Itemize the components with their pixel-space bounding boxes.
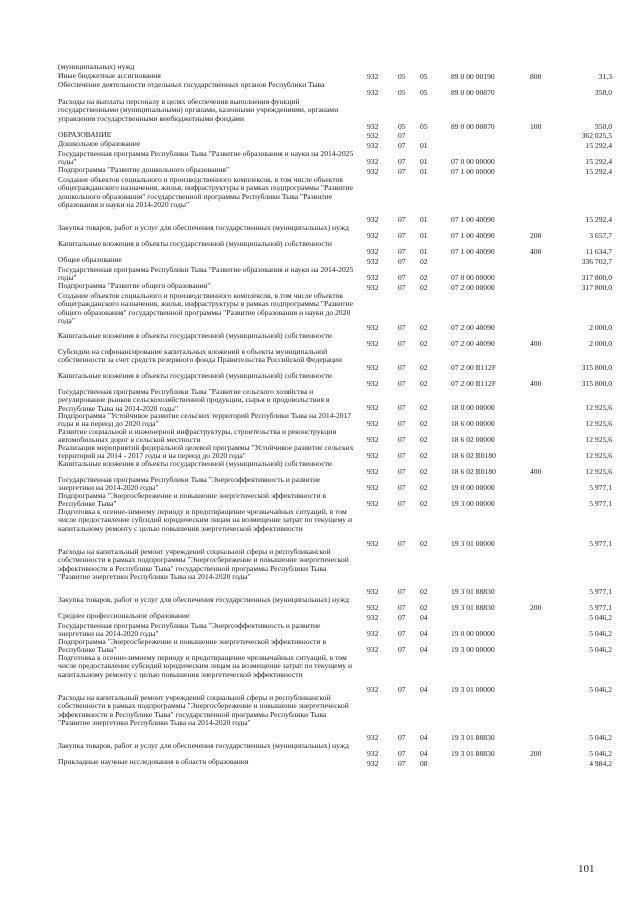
table-row [0,742,640,758]
cell-csr: 07 1 00 40090 [451,230,495,240]
cell-sum: 5 046,2 [589,732,612,742]
row-name: Расходы на выплаты персоналу в целях обеспечения выполнения функций государственными (муниципальными) органами, казенными учреждениями, органами управления государственными внебюджетными фондами [58,97,339,123]
cell-ved: 932 [367,644,379,654]
cell-pr: 02 [420,402,428,412]
cell-pr: 02 [420,434,428,444]
cell-pr: 01 [420,156,428,166]
cell-sum: 5 046,2 [589,684,612,694]
cell-ved: 932 [367,466,379,476]
cell-sum: 5 977,1 [589,602,612,612]
cell-rz: 07 [398,434,406,444]
cell-pr: 01 [420,214,428,224]
row-name: Подготовка к осенне-зимнему периоду и предотвращение чрезвычайных ситуаций, в том числе предоставление субсидий юридическим лицам на возмещение затрат по текущему и капитальному ремонту с целью повышения энергетической эффективности [58,507,353,533]
cell-rz: 07 [398,586,406,596]
cell-ved: 932 [367,87,379,97]
cell-rz: 07 [398,282,406,292]
cell-pr: 04 [420,628,428,638]
cell-csr: 19 3 01 88830 [451,602,495,612]
cell-sum: 5 977,1 [589,498,612,508]
cell-rz: 07 [398,732,406,742]
cell-pr: 02 [420,378,428,388]
cell-ved: 932 [367,402,379,412]
cell-rz: 05 [398,121,406,131]
cell-sum: 2 000,0 [589,322,612,332]
cell-csr: 19 0 00 00000 [451,482,495,492]
cell-pr: 04 [420,732,428,742]
cell-vr: 200 [530,230,542,240]
table-row [0,694,640,742]
cell-rz: 07 [398,130,406,140]
cell-rz: 05 [398,87,406,97]
row-name: Государственная программа Республики Тыва "Энергоэффективность и развитие энергетики на 2014-2020 годы" [58,621,321,639]
cell-pr: 02 [420,602,428,612]
cell-sum: 5 977,1 [589,538,612,548]
cell-vr: 400 [530,246,542,256]
table-row [0,150,640,166]
cell-csr: 18 6 00 00000 [451,418,495,428]
cell-rz: 07 [398,402,406,412]
cell-rz: 05 [398,71,406,81]
table-row [0,508,640,548]
cell-ved: 932 [367,450,379,460]
row-name: Развитие социальной и инженерной инфраструктуры, строительства и реконструкции автомобильных дорог в сельской местности [58,427,337,445]
cell-vr: 400 [530,378,542,388]
cell-sum: 315 800,0 [581,378,612,388]
cell-sum: 11 634,7 [585,246,612,256]
cell-sum: 5 046,2 [589,612,612,622]
row-name: Капитальные вложения в объекты государственной (муниципальной) собственности [58,239,332,248]
cell-sum: 12 925,6 [585,450,612,460]
cell-csr: 19 3 01 88830 [451,586,495,596]
row-name: Закупка товаров, работ и услуг для обеспечения государственных (муниципальных) нужд [58,223,349,232]
cell-pr: 02 [420,482,428,492]
cell-ved: 932 [367,538,379,548]
cell-csr: 19 3 01 00000 [451,684,495,694]
cell-ved: 932 [367,156,379,166]
row-name: Обеспечение деятельности отдельных государственных органов Республики Тыва [58,80,325,89]
row-name: Общее образование [58,255,122,264]
cell-pr: 05 [420,71,428,81]
cell-sum: 15 292,4 [585,214,612,224]
table-row [0,412,640,428]
cell-csr: 07 1 00 00000 [451,166,495,176]
cell-pr: 02 [420,498,428,508]
cell-pr: 05 [420,87,428,97]
row-name: Капитальные вложения в объекты государственной (муниципальной) собственности [58,459,332,468]
cell-csr: 89 0 00 00870 [451,121,495,131]
row-name: Государственная программа Республики Тыва "Развитие образования и науки на 2014-2025 годы" [58,149,354,167]
cell-csr: 07 1 00 40090 [451,214,495,224]
cell-vr: 400 [530,466,542,476]
table-row [0,240,640,256]
cell-rz: 07 [398,628,406,638]
row-name: Прикладные научные исследования в области образования [58,757,249,766]
cell-ved: 932 [367,230,379,240]
row-name: Среднее профессиональное образование [58,611,190,620]
row-name: Дошкольное образование [58,139,141,148]
cell-rz: 07 [398,322,406,332]
cell-pr: 02 [420,322,428,332]
table-row [0,266,640,282]
cell-rz: 07 [398,418,406,428]
row-name: Подпрограмма "Энергосбережение и повышение энергетической эффективности в Республике Тыва" [58,491,327,509]
cell-rz: 07 [398,538,406,548]
cell-csr: 18 0 00 00000 [451,402,495,412]
cell-pr: 02 [420,338,428,348]
cell-csr: 19 3 00 00000 [451,644,495,654]
cell-vr: 400 [530,338,542,348]
cell-sum: 31,3 [598,71,612,81]
cell-rz: 07 [398,482,406,492]
cell-csr: 07 0 00 00000 [451,272,495,282]
cell-pr: 01 [420,140,428,150]
cell-sum: 315 800,0 [581,362,612,372]
cell-ved: 932 [367,71,379,81]
table-row [0,332,640,348]
table-row [0,492,640,508]
cell-ved: 932 [367,378,379,388]
cell-rz: 07 [398,246,406,256]
cell-ved: 932 [367,628,379,638]
table-row [0,81,640,97]
cell-csr: 07 0 00 00000 [451,156,495,166]
cell-ved: 932 [367,121,379,131]
cell-rz: 07 [398,612,406,622]
cell-sum: 350,0 [594,87,612,97]
cell-csr: 07 2 00 00000 [451,282,495,292]
row-name: Закупка товаров, работ и услуг для обеспечения государственных (муниципальных) нужд [58,741,349,750]
cell-pr: 04 [420,684,428,694]
cell-rz: 07 [398,450,406,460]
table-row [0,476,640,492]
row-name: ОБРАЗОВАНИЕ [58,130,112,139]
cell-rz: 07 [398,166,406,176]
cell-rz: 07 [398,748,406,758]
cell-pr: 02 [420,466,428,476]
cell-rz: 07 [398,498,406,508]
cell-ved: 932 [367,282,379,292]
cell-pr: 02 [420,272,428,282]
row-name: Государственная программа Республики Тыва "Энергоэффективность и развитие энергетики на 2014-2020 годы" [58,475,321,493]
cell-ved: 932 [367,418,379,428]
cell-pr: 02 [420,362,428,372]
cell-ved: 932 [367,498,379,508]
cell-ved: 932 [367,748,379,758]
cell-sum: 3 657,7 [589,230,612,240]
cell-pr: 01 [420,246,428,256]
cell-csr: 18 6 02 00000 [451,434,495,444]
cell-csr: 07 1 00 40090 [451,246,495,256]
cell-sum: 12 925,6 [585,434,612,444]
cell-pr: 05 [420,121,428,131]
cell-sum: 12 925,6 [585,418,612,428]
table-row [0,388,640,412]
cell-pr: 02 [420,418,428,428]
table-row [0,176,640,224]
cell-csr: 89 0 00 00190 [451,71,495,81]
cell-ved: 932 [367,482,379,492]
cell-ved: 932 [367,272,379,282]
cell-vr: 100 [530,121,542,131]
row-name: Расходы на капитальный ремонт учреждений социальной сферы и республиканской собственности в рамках подпрограммы "Энергосбережение и повышение энергетической эффективности в Республике Тыва" государственной программы Республики Тыва "Развитие энергетики Республики Тыва на 2014-2020 годы" [58,693,349,728]
cell-ved: 932 [367,434,379,444]
table-row [0,622,640,638]
cell-rz: 07 [398,684,406,694]
cell-rz: 07 [398,214,406,224]
cell-rz: 07 [398,272,406,282]
table-row [0,596,640,612]
cell-sum: 15 292,4 [585,166,612,176]
row-name: (муниципальных) нужд [58,62,135,71]
table-row [0,372,640,388]
cell-csr: 07 2 00 R112F [451,378,497,388]
cell-rz: 07 [398,156,406,166]
cell-sum: 4 984,2 [589,758,612,768]
page-number: 101 [578,863,595,875]
cell-sum: 317 800,0 [581,272,612,282]
cell-rz: 07 [398,378,406,388]
cell-ved: 932 [367,586,379,596]
row-name: Создание объектов социального и производственного комплексов, в том числе объектов общегражданского назначения, жилья, инфраструктуры в рамках подпрограммы "Развитие общего образования" государственной программы "Развитие образования и науки до 2020 года" [58,291,353,326]
cell-csr: 19 3 00 00000 [451,498,495,508]
cell-rz: 07 [398,758,406,768]
cell-pr: 04 [420,612,428,622]
cell-rz: 07 [398,230,406,240]
cell-csr: 18 6 02 R0180 [451,450,496,460]
table-row [0,460,640,476]
cell-pr: 02 [420,538,428,548]
row-name: Подготовка к осенне-зимнему периоду и предотвращение чрезвычайных ситуаций, в том числе предоставление субсидий юридическим лицам на возмещение затрат по текущему и капитальному ремонту с целью повышения энергетической эффективности [58,653,353,679]
cell-sum: 5 977,1 [589,586,612,596]
cell-pr: 02 [420,586,428,596]
cell-rz: 07 [398,256,406,266]
row-name: Реализация мероприятий федеральной целевой программы "Устойчивое развитие сельских территорий на 2014 - 2017 годы и на период до 2020 года" [58,443,354,461]
cell-pr: 02 [420,450,428,460]
cell-rz: 07 [398,644,406,654]
cell-csr: 07 2 00 40090 [451,338,495,348]
row-name: Создание объектов социального и производственного комплексов, в том числе объектов общегражданского назначения, жилья, инфраструктуры в рамках подпрограммы "Развитие дошкольного образования" государственной программы Республики Тыва "Развитие образования и науки на 2014-2020 годы" [58,175,353,210]
row-name: Закупка товаров, работ и услуг для обеспечения государственных (муниципальных) нужд [58,595,349,604]
cell-pr: 04 [420,644,428,654]
row-name: Государственная программа Республики Тыва "Развитие образования и науки на 2014-2025 годы" [58,265,354,283]
cell-sum: 12 925,6 [585,402,612,412]
row-name: Капитальные вложения в объекты государственной (муниципальной) собственности [58,371,332,380]
cell-ved: 932 [367,246,379,256]
table-row [0,224,640,240]
cell-csr: 89 0 00 00870 [451,87,495,97]
table-row [0,758,640,768]
cell-pr: 04 [420,748,428,758]
cell-csr: 07 2 00 R112F [451,362,497,372]
cell-pr: 01 [420,166,428,176]
cell-sum: 12 925,6 [585,466,612,476]
cell-pr: 01 [420,230,428,240]
cell-rz: 07 [398,338,406,348]
row-name: Подпрограмма "Устойчивое развитие сельских территорий Республики Тыва на 2014-2017 годы и на период до 2020 года" [58,411,352,429]
cell-ved: 932 [367,256,379,266]
cell-pr: 08 [420,758,428,768]
cell-ved: 932 [367,362,379,372]
cell-csr: 07 2 00 40090 [451,322,495,332]
cell-ved: 932 [367,140,379,150]
cell-pr: 02 [420,256,428,266]
row-name: Субсидии на софинансирование капитальных вложений в объекты муниципальной собственности за счет средств резервного фонда Правительства Российской Федерации [58,347,343,365]
cell-csr: 19 3 01 88830 [451,748,495,758]
cell-csr: 19 0 00 00000 [451,628,495,638]
cell-ved: 932 [367,758,379,768]
cell-sum: 15 292,4 [585,140,612,150]
cell-ved: 932 [367,602,379,612]
cell-sum: 362 025,5 [581,130,612,140]
cell-ved: 932 [367,322,379,332]
cell-sum: 5 977,1 [589,482,612,492]
cell-ved: 932 [367,130,379,140]
table-row [0,654,640,694]
row-name: Подпрограмма "Энергосбережение и повышение энергетической эффективности в Республике Тыва" [58,637,327,655]
cell-sum: 336 702,7 [581,256,612,266]
row-name: Капитальные вложения в объекты государственной (муниципальной) собственности [58,331,332,340]
table-row [0,638,640,654]
table-row [0,428,640,444]
cell-sum: 2 000,0 [589,338,612,348]
cell-sum: 5 046,2 [589,628,612,638]
row-name: Подпрограмма "Развитие общего образования" [58,281,211,290]
cell-ved: 932 [367,214,379,224]
row-name: Государственная программа Республики Тыва "Развитие сельского хозяйства и регулирование рынков сельскохозяйственной продукции, сырья и продовольствия в Республике Тыва на 2014-2020 годы" [58,387,330,413]
table-row [0,444,640,460]
cell-csr: 19 3 01 88830 [451,732,495,742]
cell-rz: 07 [398,466,406,476]
cell-sum: 15 292,4 [585,156,612,166]
row-name: Расходы на капитальный ремонт учреждений социальной сферы и республиканской собственности в рамках подпрограммы "Энергосбережение и повышение энергетической эффективности в Республике Тыва" государственной программы Республики Тыва "Развитие энергетики Республики Тыва на 2014-2020 годы" [58,547,349,582]
cell-sum: 317 800,0 [581,282,612,292]
table-row [0,292,640,332]
cell-vr: 200 [530,748,542,758]
cell-sum: 5 046,2 [589,748,612,758]
cell-sum: 5 046,2 [589,644,612,654]
table-row [0,98,640,131]
cell-pr: 02 [420,282,428,292]
cell-vr: 800 [530,71,542,81]
cell-ved: 932 [367,612,379,622]
table-row [0,348,640,372]
cell-rz: 07 [398,140,406,150]
row-name: Иные бюджетные ассигнования [58,71,161,80]
cell-ved: 932 [367,684,379,694]
cell-ved: 932 [367,732,379,742]
cell-vr: 200 [530,602,542,612]
cell-rz: 07 [398,362,406,372]
cell-ved: 932 [367,338,379,348]
row-name: Подпрограмма "Развитие дошкольного образования" [58,165,230,174]
cell-ved: 932 [367,166,379,176]
cell-rz: 07 [398,602,406,612]
cell-sum: 350,0 [594,121,612,131]
cell-csr: 18 6 02 R0180 [451,466,496,476]
table-row [0,548,640,596]
cell-csr: 19 3 01 00000 [451,538,495,548]
